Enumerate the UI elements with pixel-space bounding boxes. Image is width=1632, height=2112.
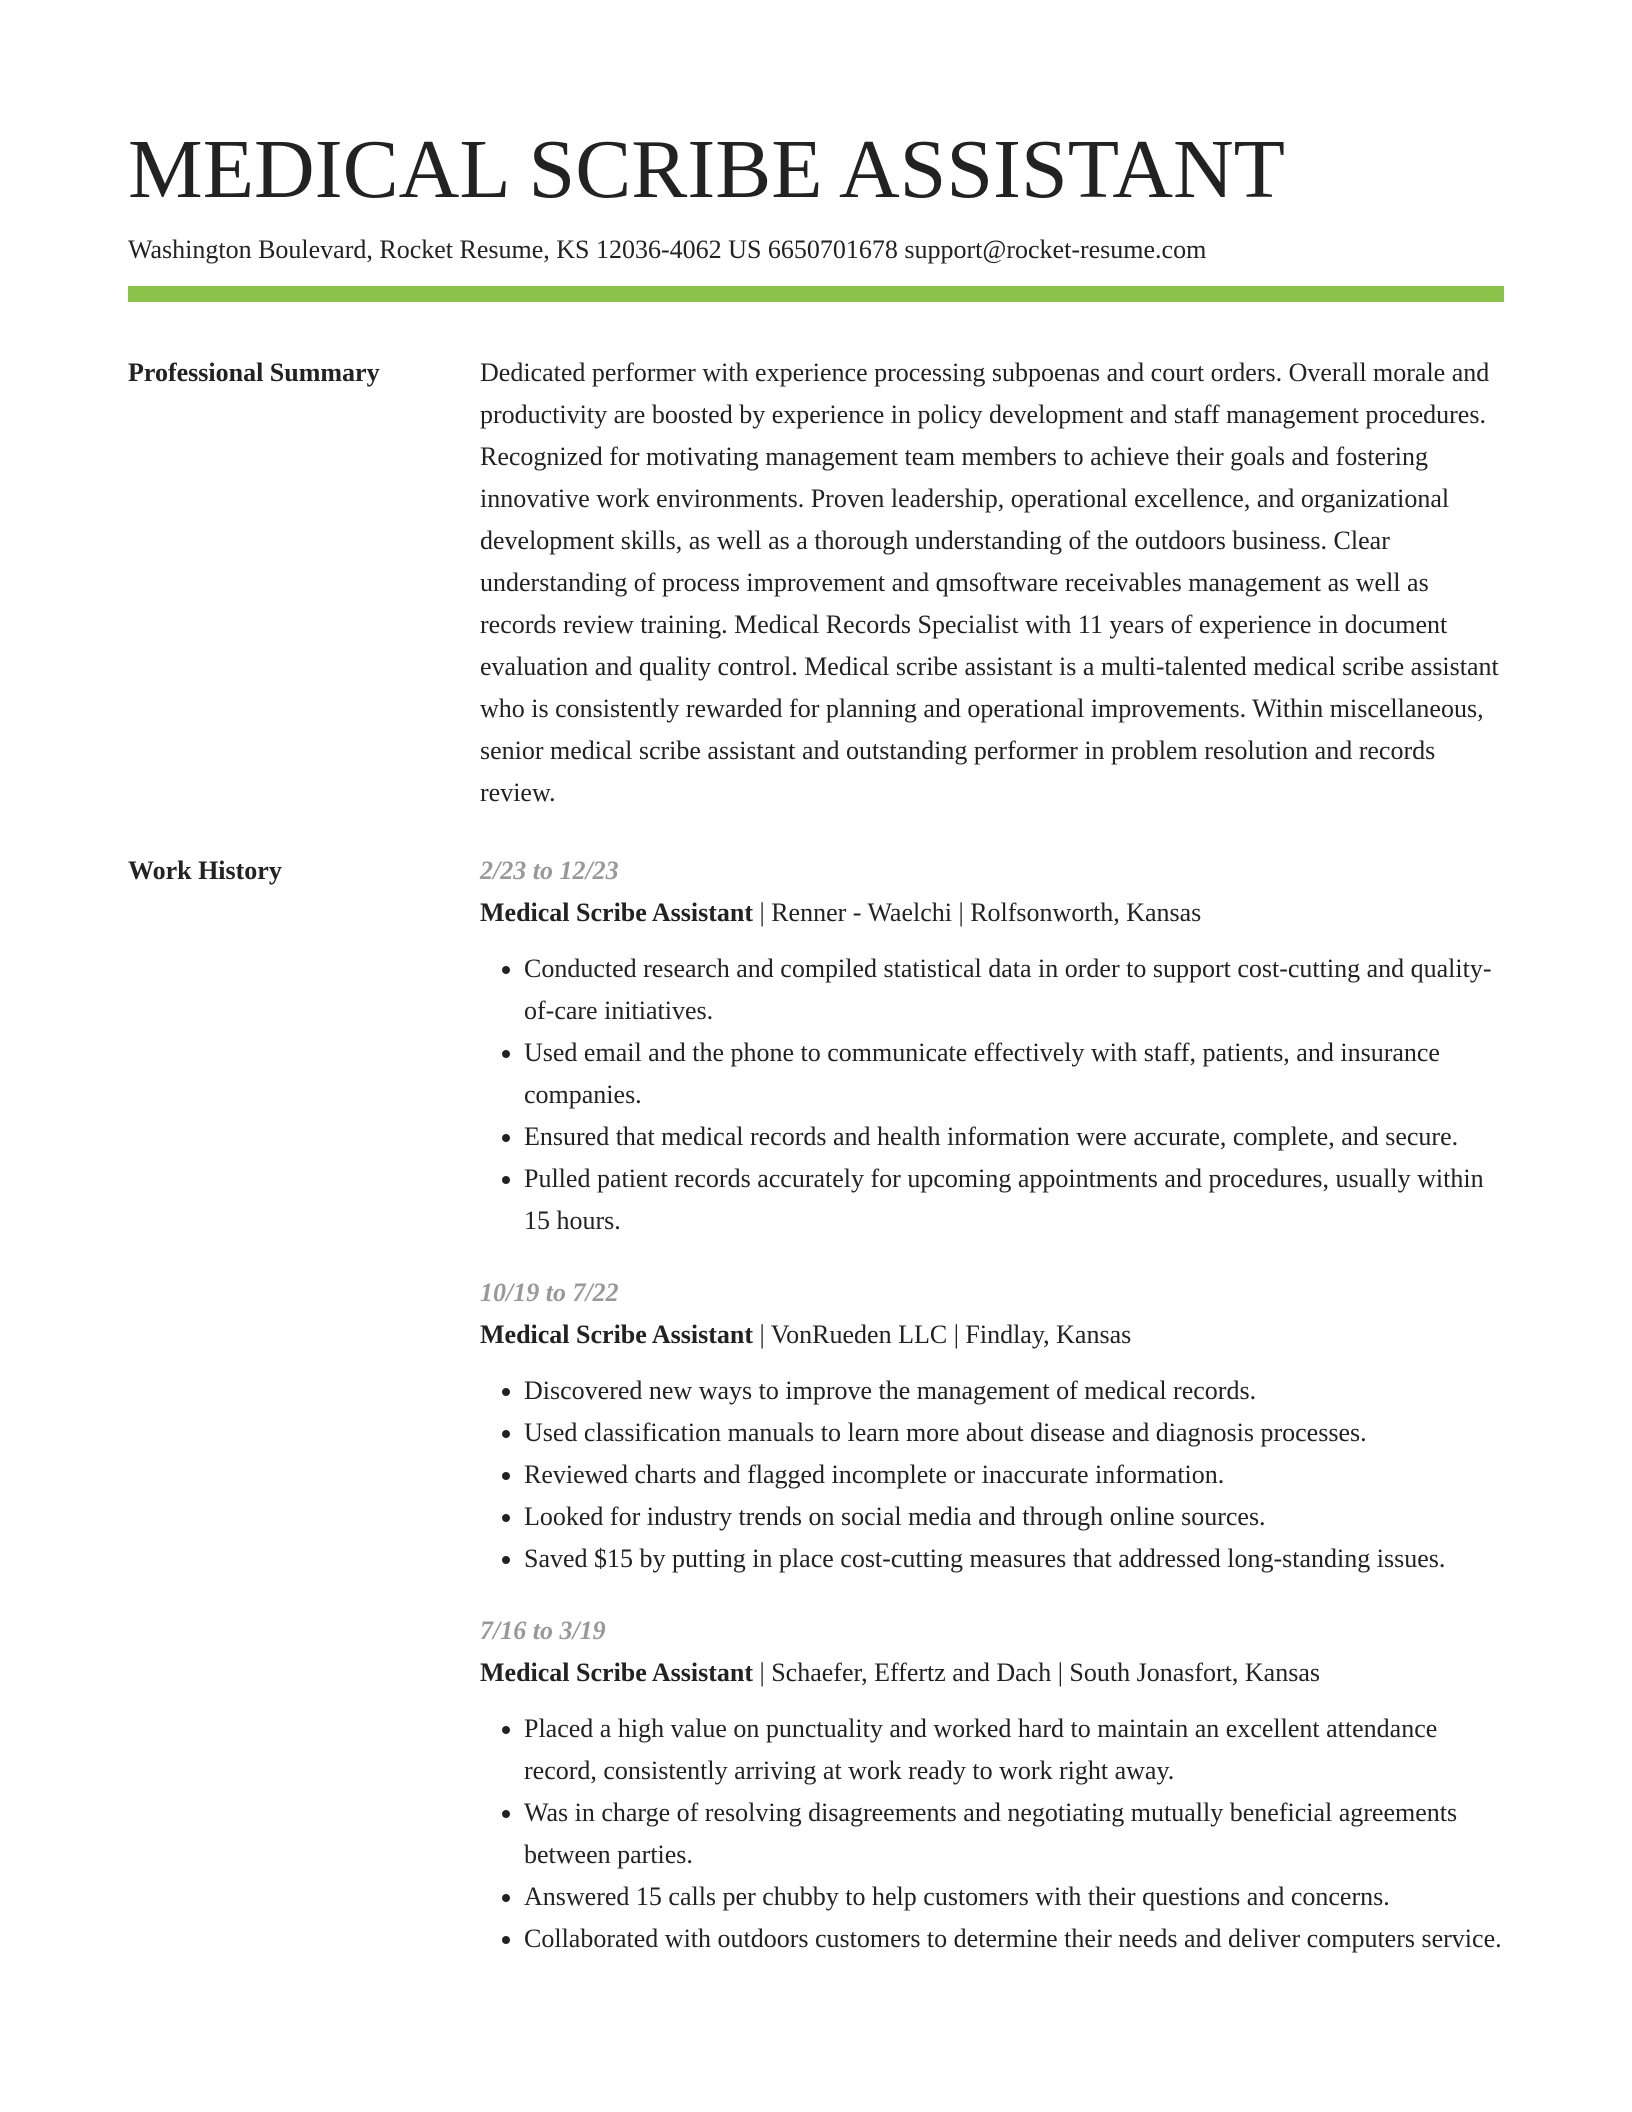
list-item: • Looked for industry trends on social media and through online sources. — [524, 1496, 1504, 1538]
job-title-line — [480, 1314, 1504, 1356]
contact-line: Washington Boulevard, Rocket Resume, KS 12036-4062 US 6650701678 support@rocket-resume.com — [128, 235, 1207, 264]
list-item: • Placed a high value on punctuality and worked hard to maintain an excellent attendance record, consistently arriving at work ready to work right away. — [524, 1708, 1504, 1792]
list-item: • Saved $15 by putting in place cost-cutting measures that addressed long-standing issues. — [524, 1538, 1504, 1580]
job-dates: 2/23 to 12/23 — [480, 856, 619, 885]
job-details: | VonRueden LLC | Findlay, Kansas — [753, 1320, 1132, 1349]
resume-page — [128, 118, 1504, 1960]
job-dates: 7/16 to 3/19 — [480, 1616, 606, 1645]
professional-summary-section — [128, 352, 1504, 814]
accent-divider — [128, 286, 1504, 302]
job-title-line — [480, 1652, 1504, 1694]
list-item: • Collaborated with outdoors customers to determine their needs and deliver computers service. — [524, 1918, 1504, 1960]
list-item: • Discovered new ways to improve the management of medical records. — [524, 1370, 1504, 1412]
page-title: MEDICAL SCRIBE ASSISTANT — [128, 123, 1285, 216]
work-history-section — [128, 850, 1504, 1960]
summary-body — [480, 352, 1504, 814]
list-item: • Was in charge of resolving disagreements and negotiating mutually beneficial agreements between parties. — [524, 1792, 1504, 1876]
work-history-body — [480, 850, 1504, 1960]
job-title-line — [480, 892, 1504, 934]
job-title: Medical Scribe Assistant — [480, 1658, 753, 1687]
section-title-summary: Professional Summary — [128, 358, 380, 387]
list-item: • Answered 15 calls per chubby to help customers with their questions and concerns. — [524, 1876, 1504, 1918]
section-title-work-history: Work History — [128, 856, 282, 885]
job-title: Medical Scribe Assistant — [480, 898, 753, 927]
job-entry — [480, 850, 1504, 1242]
job-bullets — [480, 1370, 1504, 1580]
job-dates: 10/19 to 7/22 — [480, 1278, 619, 1307]
list-item: • Conducted research and compiled statistical data in order to support cost-cutting and quality-of-care initiatives. — [524, 948, 1504, 1032]
list-item: • Used classification manuals to learn more about disease and diagnosis processes. — [524, 1412, 1504, 1454]
job-details: | Renner - Waelchi | Rolfsonworth, Kansas — [753, 898, 1202, 927]
list-item: • Pulled patient records accurately for upcoming appointments and procedures, usually within 15 hours. — [524, 1158, 1504, 1242]
job-bullets — [480, 1708, 1504, 1960]
job-entry — [480, 1272, 1504, 1580]
summary-text: Dedicated performer with experience processing subpoenas and court orders. Overall morale and productivity are boosted by experience in policy development and staff management procedures. Recognized for motivating management team members to achieve their goals and fostering innovative work environments. Proven leadership, operational excellence, and organizational development skills, as well as a thorough understanding of the outdoors business. Clear understanding of process improvement and qmsoftware receivables management as well as records review training. Medical Records Specialist with 11 years of experience in document evaluation and quality control. Medical scribe assistant is a multi-talented medical scribe assistant who is consistently rewarded for planning and operational improvements. Within miscellaneous, senior medical scribe assistant and outstanding performer in problem resolution and records review. — [480, 358, 1499, 807]
job-title: Medical Scribe Assistant — [480, 1320, 753, 1349]
job-bullets — [480, 948, 1504, 1242]
list-item: • Ensured that medical records and health information were accurate, complete, and secure. — [524, 1116, 1504, 1158]
list-item: • Used email and the phone to communicate effectively with staff, patients, and insurance companies. — [524, 1032, 1504, 1116]
job-details: | Schaefer, Effertz and Dach | South Jonasfort, Kansas — [753, 1658, 1320, 1687]
list-item: • Reviewed charts and flagged incomplete or inaccurate information. — [524, 1454, 1504, 1496]
job-entry — [480, 1610, 1504, 1960]
